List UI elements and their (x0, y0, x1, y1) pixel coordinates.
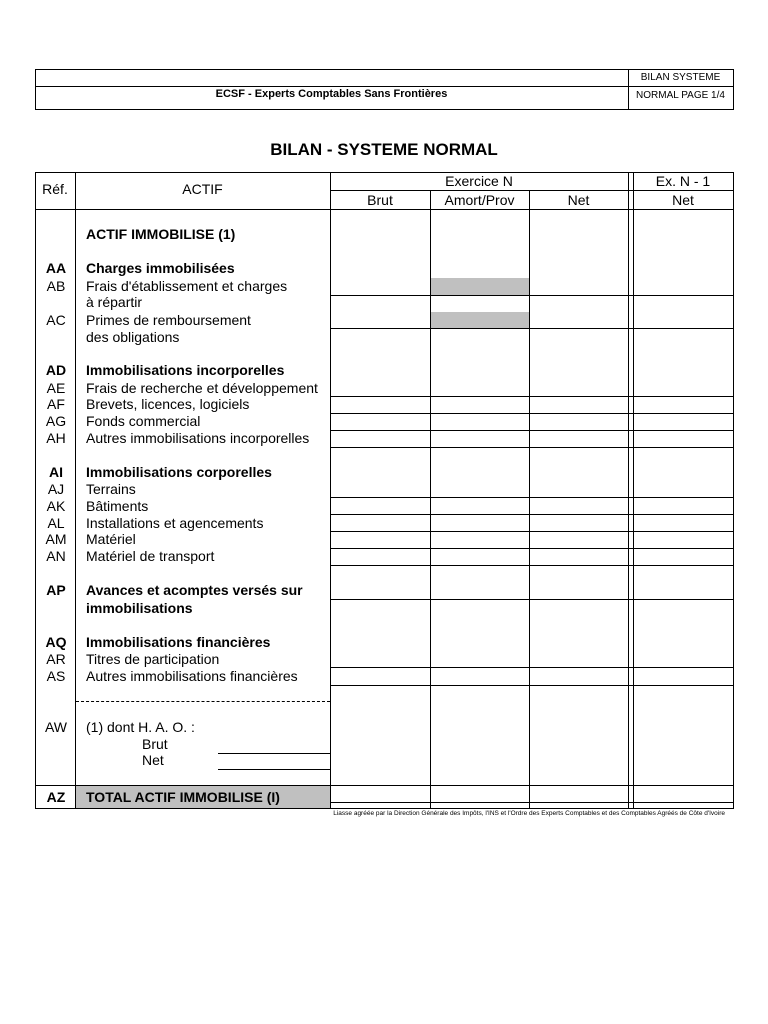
page-title: BILAN - SYSTEME NORMAL (270, 140, 498, 159)
row-ref: AK (46, 498, 66, 514)
company-name: ECSF - Experts Comptables Sans Frontières (215, 88, 448, 100)
section-title: ACTIF IMMOBILISE (1) (86, 226, 236, 242)
row-label: Immobilisations corporelles (86, 464, 272, 480)
row-label: Primes de remboursement (86, 312, 251, 328)
row-label: Immobilisations incorporelles (86, 362, 285, 378)
row-ref: AI (49, 464, 63, 480)
col-header-net-n1: Net (672, 192, 694, 208)
row-ref: AG (45, 413, 67, 429)
form-type-line2: NORMAL PAGE 1/4 (636, 90, 725, 101)
row-ref: AR (46, 651, 66, 667)
row-label: Fonds commercial (86, 413, 201, 429)
row-ref: AH (46, 430, 66, 446)
row-ref: AE (46, 380, 66, 396)
form-type-line1: BILAN SYSTEME (640, 72, 721, 83)
row-ref: AP (46, 582, 66, 598)
total-ref: AZ (46, 789, 66, 805)
row-label: Avances et acomptes versés sur (86, 582, 303, 598)
row-ref: AD (45, 362, 67, 378)
dashed-separator (76, 701, 330, 702)
row-label: Autres immobilisations financières (86, 668, 298, 684)
row-label: Installations et agencements (86, 515, 264, 531)
row-ref: AN (46, 548, 66, 564)
col-header-exercice-n: Exercice N (445, 173, 513, 189)
shaded-cell-ac (431, 312, 529, 328)
row-label: Matériel (86, 531, 136, 547)
col-header-net: Net (567, 192, 590, 208)
row-ref: AA (45, 260, 67, 276)
row-ref: AJ (47, 481, 65, 497)
row-label: Charges immobilisées (86, 260, 235, 276)
row-label-cont: à répartir (86, 294, 143, 310)
row-label: Matériel de transport (86, 548, 215, 564)
total-label: TOTAL ACTIF IMMOBILISE (I) (86, 789, 280, 805)
col-header-ref: Réf. (42, 181, 68, 197)
row-label-cont: immobilisations (86, 600, 193, 616)
row-label: Frais d'établissement et charges (86, 278, 288, 294)
row-ref: AC (46, 312, 66, 328)
col-header-amort: Amort/Prov (444, 192, 515, 208)
footer-note: Liasse agréée par la Direction Générale des Impôts, l'INS et l'Ordre des Experts Comptables et des Comptables Agréés de Côte d'Ivoire (333, 810, 725, 817)
row-ref: AS (46, 668, 66, 684)
col-header-ex-n1: Ex. N - 1 (655, 173, 711, 189)
row-label: Titres de participation (86, 651, 220, 667)
col-header-brut: Brut (367, 192, 393, 208)
hao-brut-label: Brut (142, 736, 168, 752)
hao-ref: AW (44, 719, 68, 735)
row-label: Frais de recherche et développement (86, 380, 318, 396)
row-label: Autres immobilisations incorporelles (86, 430, 310, 446)
row-ref: AF (47, 396, 65, 412)
row-ref: AL (47, 515, 65, 531)
col-header-actif: ACTIF (182, 181, 223, 197)
row-label: Terrains (86, 481, 136, 497)
hao-label: (1) dont H. A. O. : (86, 719, 195, 735)
row-label: Immobilisations financières (86, 634, 271, 650)
row-label-cont: des obligations (86, 329, 180, 345)
row-ref: AB (46, 278, 66, 294)
shaded-cell-ab (431, 278, 529, 295)
row-ref: AM (45, 531, 67, 547)
row-ref: AQ (45, 634, 67, 650)
row-label: Bâtiments (86, 498, 149, 514)
hao-net-label: Net (142, 752, 164, 768)
row-label: Brevets, licences, logiciels (86, 396, 250, 412)
